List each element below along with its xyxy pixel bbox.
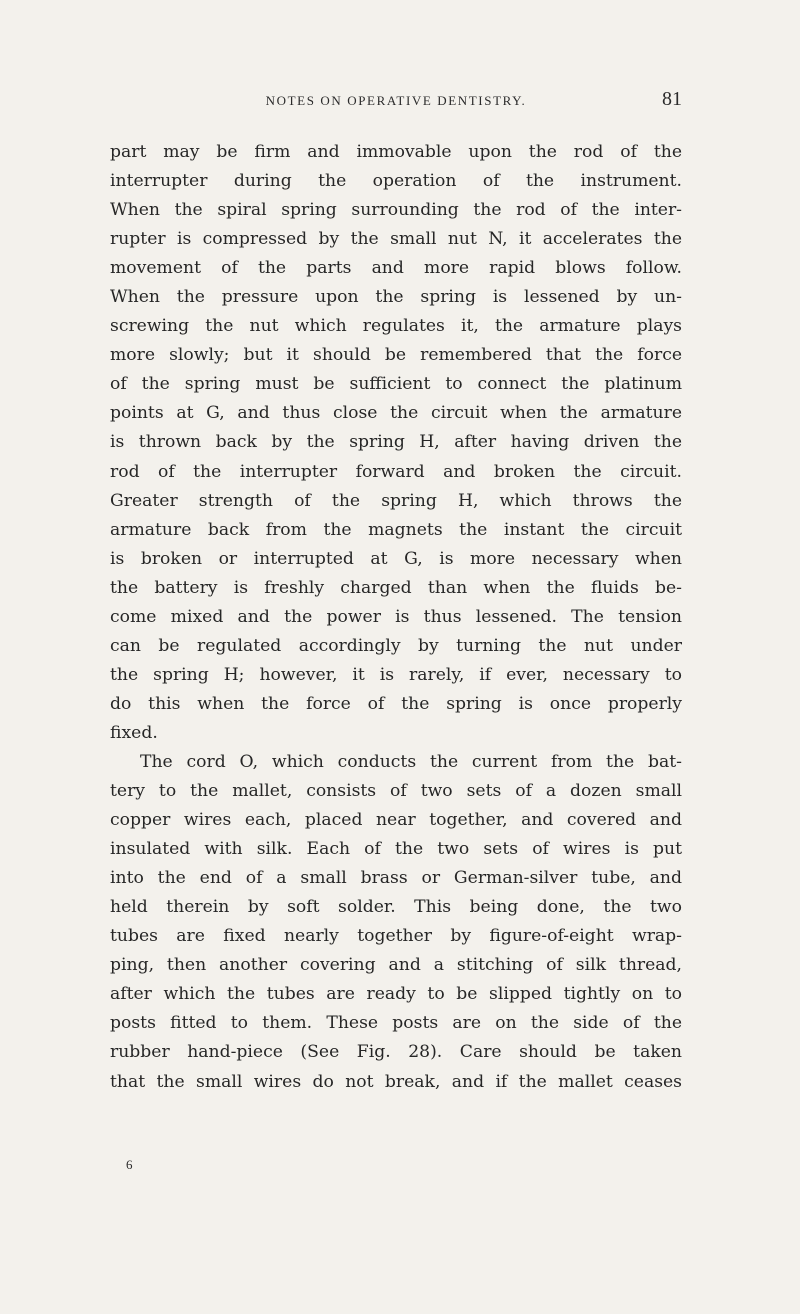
- text-line: come mixed and the power is thus lessened. The tension: [110, 606, 682, 627]
- body-text: [110, 138, 682, 1097]
- text-line: into the end of a small brass or German-silver tube, and: [110, 868, 682, 889]
- text-line: The cord O, which conducts the current from the bat-: [140, 751, 682, 772]
- page-number: 81: [662, 88, 682, 110]
- text-line: rupter is compressed by the small nut N, it accelerates the: [110, 229, 682, 250]
- text-line: that the small wires do not break, and if the mallet ceases: [110, 1071, 682, 1092]
- text-line: rubber hand-piece (See Fig. 28). Care should be taken: [110, 1042, 682, 1063]
- text-line: after which the tubes are ready to be slipped tightly on to: [110, 984, 682, 1005]
- text-line: ping, then another covering and a stitching of silk thread,: [110, 955, 682, 976]
- text-line: Greater strength of the spring H, which throws the: [110, 490, 682, 511]
- text-line: interrupter during the operation of the instrument.: [110, 171, 682, 192]
- text-line: the spring H; however, it is rarely, if ever, necessary to: [110, 664, 682, 685]
- text-line: can be regulated accordingly by turning the nut under: [110, 635, 682, 656]
- text-line: is broken or interrupted at G, is more necessary when: [110, 548, 682, 569]
- text-line: screwing the nut which regulates it, the armature plays: [110, 316, 682, 337]
- text-line: armature back from the magnets the instant the circuit: [110, 519, 682, 540]
- text-line: points at G, and thus close the circuit when the armature: [110, 403, 682, 424]
- running-header: [110, 90, 682, 110]
- text-line: insulated with silk. Each of the two sets of wires is put: [110, 839, 682, 860]
- text-line: fixed.: [110, 722, 158, 743]
- text-line: part may be firm and immovable upon the rod of the: [110, 142, 682, 162]
- text-line: more slowly; but it should be remembered that the force: [110, 345, 682, 366]
- text-line: When the spiral spring surrounding the rod of the inter-: [110, 200, 682, 221]
- text-line: posts fitted to them. These posts are on the side of the: [110, 1013, 682, 1034]
- text-line: is thrown back by the spring H, after having driven the: [110, 432, 682, 453]
- signature-mark: 6: [126, 1157, 133, 1172]
- text-line: movement of the parts and more rapid blows follow.: [110, 258, 682, 279]
- text-line: tery to the mallet, consists of two sets of a dozen small: [110, 781, 682, 802]
- text-line: When the pressure upon the spring is lessened by un-: [110, 287, 682, 308]
- running-title: NOTES ON OPERATIVE DENTISTRY.: [265, 93, 527, 108]
- text-line: do this when the force of the spring is once properly: [110, 693, 682, 714]
- text-line: held therein by soft solder. This being done, the two: [110, 897, 682, 918]
- text-line: tubes are fixed nearly together by figure-of-eight wrap-: [110, 926, 682, 947]
- text-line: the battery is freshly charged than when the fluids be-: [110, 577, 682, 598]
- text-line: copper wires each, placed near together, and covered and: [110, 810, 682, 831]
- text-line: of the spring must be sufficient to connect the platinum: [110, 374, 682, 395]
- text-line: rod of the interrupter forward and broken the circuit.: [110, 461, 682, 482]
